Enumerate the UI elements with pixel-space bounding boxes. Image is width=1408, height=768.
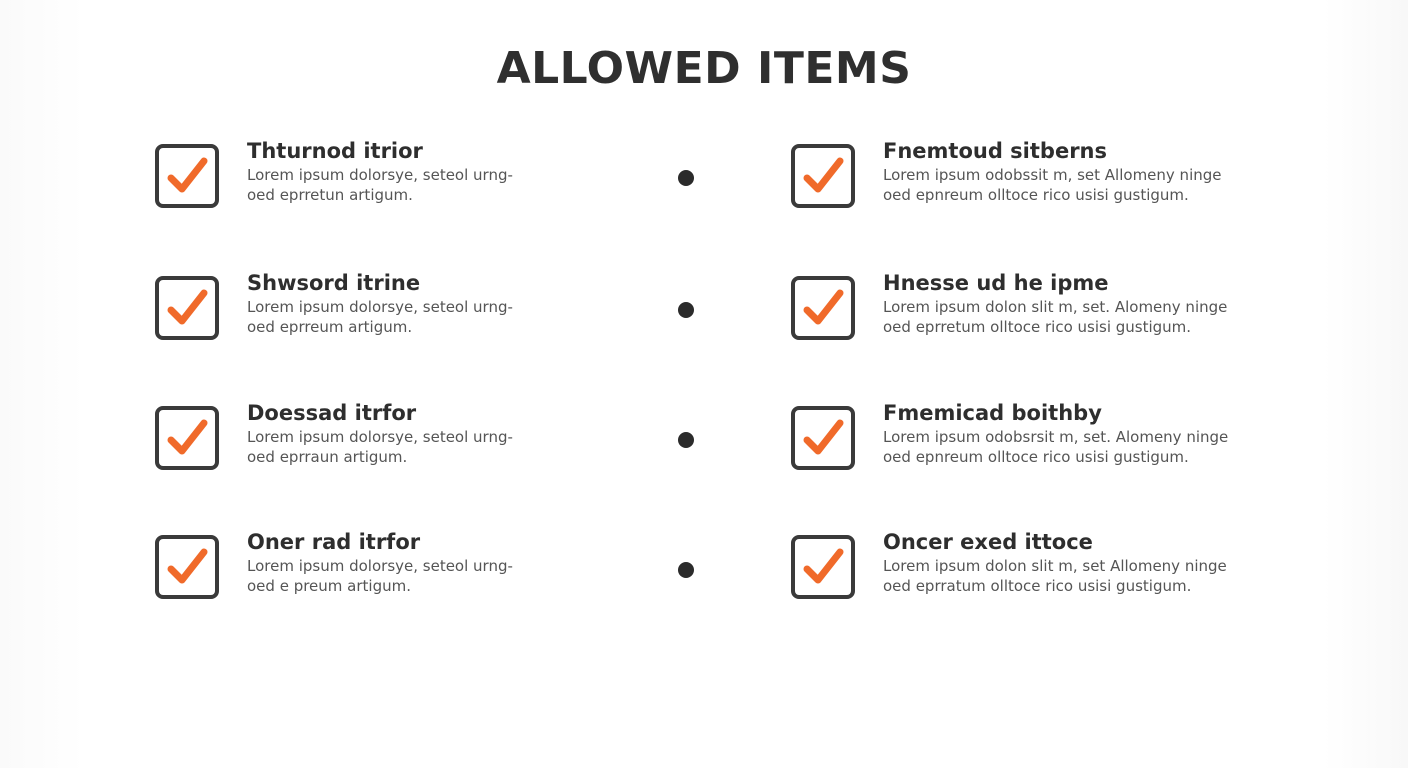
item-title: Doessad itrfor [247,401,417,425]
item-desc-line: Lorem ipsum dolon slit m, set. Alomeny ninge [883,298,1228,316]
item-desc-line: Lorem ipsum dolon slit m, set Allomeny ninge [883,557,1227,575]
item-title: Oner rad itrfor [247,530,421,554]
right-item-2 [791,271,1351,356]
item-desc-line: oed eprraun artigum. [247,448,408,466]
bullet-dot [678,562,694,578]
item-desc-line: oed epnreum olltoce rico usisi gustigum. [883,448,1189,466]
item-title: Thturnod itrior [247,139,423,163]
right-item-1 [791,139,1351,224]
checkbox-checked-icon[interactable] [791,144,855,208]
page-title: ALLOWED ITEMS [496,43,912,94]
bullet-dot [678,432,694,448]
checkbox-checked-icon[interactable] [791,535,855,599]
item-desc-line: Lorem ipsum dolorsye, seteol urng- [247,428,513,446]
item-description [883,297,1323,337]
left-item-2 [155,271,715,356]
item-desc-line: Lorem ipsum dolorsye, seteol urng- [247,557,513,575]
left-item-4 [155,530,715,615]
item-title: Oncer exed ittoce [883,530,1093,554]
item-description [883,556,1323,596]
item-desc-line: oed eprretum olltoce rico usisi gustigum. [883,318,1192,336]
item-desc-line: oed epnreum olltoce rico usisi gustigum. [883,186,1189,204]
item-desc-line: oed e preum artigum. [247,577,411,595]
item-description [247,556,687,596]
checkbox-checked-icon[interactable] [155,535,219,599]
item-desc-line: Lorem ipsum dolorsye, seteol urng- [247,166,513,184]
item-title: Shwsord itrine [247,271,421,295]
item-desc-line: Lorem ipsum odobsrsit m, set. Alomeny ninge [883,428,1229,446]
checkbox-checked-icon[interactable] [791,406,855,470]
item-description [883,427,1323,467]
item-desc-line: oed eprreum artigum. [247,318,413,336]
right-item-3 [791,401,1351,486]
item-title: Hnesse ud he ipme [883,271,1109,295]
right-item-4 [791,530,1351,615]
left-item-3 [155,401,715,486]
item-desc-line: oed eprretun artigum. [247,186,413,204]
item-description [247,165,687,205]
checkbox-checked-icon[interactable] [155,144,219,208]
item-desc-line: Lorem ipsum dolorsye, seteol urng- [247,298,513,316]
item-desc-line: oed eprratum olltoce rico usisi gustigum. [883,577,1192,595]
item-title: Fmemicad boithby [883,401,1102,425]
bullet-dot [678,170,694,186]
checkbox-checked-icon[interactable] [155,406,219,470]
item-title: Fnemtoud sitberns [883,139,1107,163]
item-description [883,165,1323,205]
item-description [247,427,687,467]
checkbox-checked-icon[interactable] [791,276,855,340]
bullet-dot [678,302,694,318]
item-desc-line: Lorem ipsum odobssit m, set Allomeny ninge [883,166,1222,184]
item-description [247,297,687,337]
left-item-1 [155,139,715,224]
checkbox-checked-icon[interactable] [155,276,219,340]
